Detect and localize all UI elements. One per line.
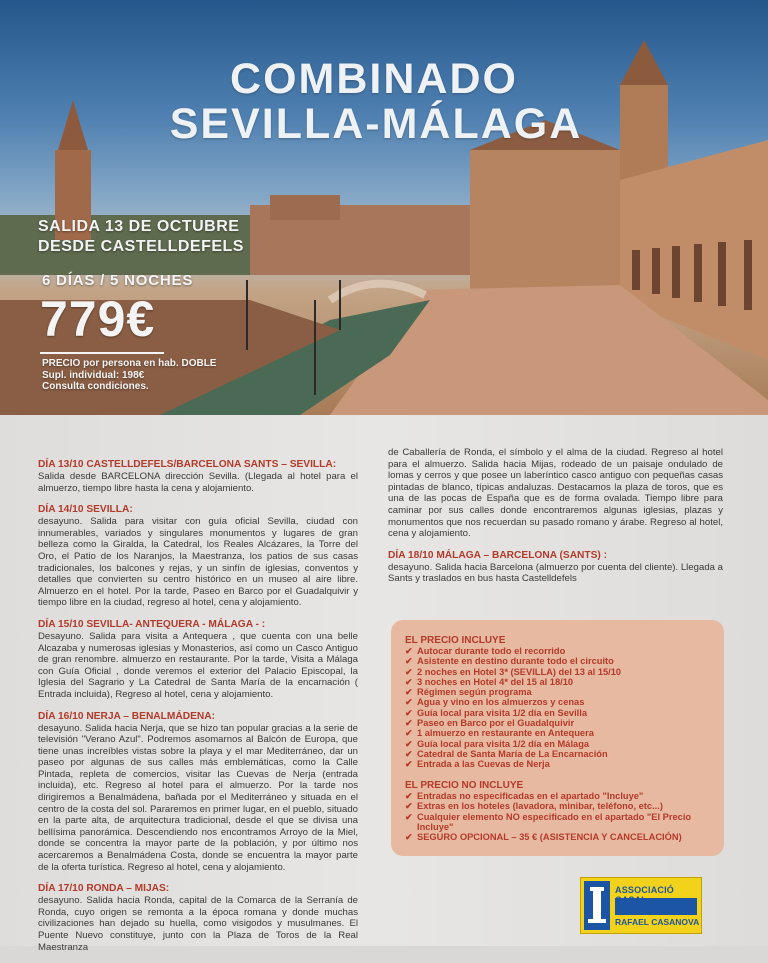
check-icon: ✔ [405, 759, 413, 770]
list-item: ✔ Entrada a las Cuevas de Nerja [405, 759, 550, 770]
day-title: DÍA 16/10 NERJA – BENALMÁDENA: [38, 710, 215, 722]
logo-blue-band [615, 898, 697, 915]
list-item: ✔ 2 noches en Hotel 3* (SEVILLA) del 13 al 15/10 [405, 666, 622, 677]
check-icon: ✔ [405, 676, 413, 687]
list-item: ✔ 3 noches en Hotel 4* del 15 al 18/10 [405, 676, 574, 687]
departure-date: SALIDA 13 DE OCTUBRE [38, 218, 240, 235]
check-icon: ✔ [405, 791, 413, 801]
duration-label: 6 DÍAS / 5 NOCHES [42, 272, 194, 289]
price-note-double: PRECIO por persona en hab. DOBLE [42, 358, 217, 369]
day-text: desayuno. Salida para visitar con guía oficial Sevilla, ciudad con innumerables, variados y singulares monumentos y lugares de gran belleza como la Giralda, la Catedral, los Reales Alcázares, la Torre del Oro, el Patio de los Naranjos, la Maestranza, los patios de sus casas tradicionales, los balcones y rejas, y un sinfín de iglesias, conventos y detalles que convierten su centro histórico en un museo al aire libre. Almuerzo en el hotel. Por la tarde, Paseo en Barco por el Guadalquivir y tiempo libre en la ciudad, regreso al hotel, cena y alojamiento. [38, 516, 358, 609]
logo-line-1: ASSOCIACIÓ [615, 885, 675, 895]
tower-emblem-icon [584, 881, 610, 930]
price-note-conditions: Consulta condiciones. [42, 381, 149, 392]
check-icon: ✔ [405, 801, 413, 812]
day-text: de Caballería de Ronda, el símbolo y el alma de la ciudad. Regreso al hotel para el almuerzo. Salida hacia Mijas, rodeado de un paisaje ondulado de lomas y cerros y que posee un laberíntico casco antiguo con pequeñas casas pintadas de blanco, típicas andaluzas. Destacamos la plaza de toros, que es una de las pocas de España que es de forma ovalada. Tiempo libre para caminar por sus calles donde encontraremos algunas iglesias, plazas y monumentos que nos recuerdan su pasado romano y árabe. Regreso al hotel, cena y alojamiento. [388, 447, 723, 540]
price-includes-block [405, 635, 621, 770]
day-title: DÍA 15/10 SEVILLA- ANTEQUERA - MÁLAGA - : [38, 618, 266, 630]
list-item: ✔ Catedral de Santa María de La Encarnación [405, 748, 608, 759]
check-icon: ✔ [405, 656, 413, 667]
list-item: ✔ SEGURO OPCIONAL – 35 € (ASISTENCIA Y CANCELACIÓN) [405, 832, 682, 843]
check-icon: ✔ [405, 748, 413, 759]
list-item: ✔ Agua y vino en los almuerzos y cenas [405, 697, 585, 708]
itinerary-day-5 [38, 883, 358, 953]
itinerary-right-column [388, 447, 723, 595]
itinerary-day-6 [388, 550, 723, 585]
day-title: DÍA 14/10 SEVILLA: [38, 504, 133, 516]
list-item: ✔ Guía local para visita 1/2 día en Sevilla [405, 707, 588, 718]
check-icon: ✔ [405, 832, 413, 843]
includes-list [405, 646, 621, 770]
check-icon: ✔ [405, 666, 413, 677]
day-title: DÍA 17/10 RONDA – MIJAS: [38, 883, 170, 895]
itinerary-day-3 [38, 619, 358, 701]
departure-place: DESDE CASTELLDEFELS [38, 238, 244, 255]
price-value: 779€ [40, 291, 156, 347]
excludes-title: EL PRECIO NO INCLUYE [405, 780, 524, 791]
casal-rafael-casanova-logo [580, 877, 702, 934]
day-text: Desayuno. Salida para visita a Antequera , que cuenta con una belle Alcazaba y numerosas iglesias y Monasterios, así como un Casco Antiguo de gran renombre. almuerzo en restaurante. Por la tarde, Visita a Málaga con Guía Oficial , donde veremos el exterior del Palacio Episcopal, la Iglesia del Sagrario y La Catedral de Santa María de la encarnación ( Entrada incluida), Regreso al hotel, cena y alojamiento. [38, 630, 358, 700]
list-item: ✔ Extras en los hoteles (lavadora, minibar, teléfono, etc...) [405, 801, 663, 812]
price-conditions-box [391, 620, 724, 856]
price-excludes-block [405, 780, 724, 842]
list-item: ✔ Autocar durante todo el recorrido [405, 646, 566, 656]
price-note-single-supplement: Supl. individual: 198€ [42, 370, 145, 381]
check-icon: ✔ [405, 646, 413, 656]
day-text: desayuno. Salida hacia Barcelona (almuerzo por cuenta del cliente). Llegada a Sants y traslados en bus hasta Castelldefels [388, 561, 723, 585]
check-icon: ✔ [405, 738, 413, 749]
list-item: ✔ Régimen según programa [405, 687, 532, 698]
day-title: DÍA 18/10 MÁLAGA – BARCELONA (SANTS) : [388, 549, 608, 561]
check-icon: ✔ [405, 697, 413, 708]
check-icon: ✔ [405, 687, 413, 698]
itinerary-day-4 [38, 711, 358, 874]
list-item: ✔ 1 almuerzo en restaurante en Antequera [405, 728, 594, 739]
list-item: ✔ Guía local para visita 1/2 día en Málaga [405, 738, 590, 749]
check-icon: ✔ [405, 811, 413, 822]
list-item: ✔ Cualquier elemento NO especificado en el apartado "El Precio Incluye" [405, 811, 692, 832]
check-icon: ✔ [405, 718, 413, 729]
itinerary-left-column [38, 459, 358, 963]
day-text: desayuno. Salida hacia Nerja, que se hizo tan popular gracias a la serie de televisión "Verano Azul". Podremos asomarnos al Balcón de Europa, que tiene unas increíbles vistas sobre la playa y el mar Mediterráneo, dar un paseo por algunas de sus calles más emblemáticas, como la Calle Pintada, repleta de comercios, visitar las Cuevas de Nerja (entrada incluida), etc. Regreso al hotel para el almuerzo. Por la tarde nos dirigiremos a Benalmádena, bañada por el Mediterráneo y situada en el centro de la costa del sol. Pararemos en primer lugar, en el pueblo, situado en la parte alta, de arquitectura tradicional, desde el que se divisa una bellísima panorámica. Descendiendo nos encontramos Arroyo de la Miel, donde se concentra la mayor parte de la población, y por último nos acercaremos a Benalmádena Costa, donde se encuentra la mayor parte de la oferta turística. Regreso al hotel, cena y alojamiento. [38, 722, 358, 873]
list-item: ✔ Entradas no especificadas en el apartado "Incluye" [405, 791, 644, 801]
itinerary-day-5-continued [388, 447, 723, 540]
day-title: DÍA 13/10 CASTELLDEFELS/BARCELONA SANTS – SEVILLA: [38, 459, 337, 470]
check-icon: ✔ [405, 728, 413, 739]
itinerary-day-2 [38, 504, 358, 609]
day-text: Salida desde BARCELONA dirección Sevilla. (Llegada al hotel para el almuerzo, tiempo libre hasta la cena y alojamiento. [38, 471, 358, 494]
logo-line-2: RAFAEL CASANOVA [615, 917, 700, 927]
title-line-2: SEVILLA-MÁLAGA [169, 100, 583, 148]
list-item: ✔ Paseo en Barco por el Guadalquivir [405, 718, 575, 729]
title-line-1: COMBINADO [230, 55, 518, 103]
list-item: ✔ Asistente en destino durante todo el circuito [405, 656, 614, 667]
hero-photo-plaza-de-espana [0, 0, 768, 415]
check-icon: ✔ [405, 707, 413, 718]
itinerary-day-1 [38, 459, 358, 494]
excludes-list [405, 791, 724, 842]
includes-title: EL PRECIO INCLUYE [405, 635, 506, 646]
day-text: desayuno. Salida hacia Ronda, capital de la Comarca de la Serranía de Ronda, cuyo origen se remonta a la época romana y donde muchas civilizaciones han dejado su huella, como visigodos y musulmanes. El Puente Nuevo constituye, junto con la Plaza de Toros de la Real Maestranza [38, 895, 358, 953]
price-underline [40, 352, 164, 354]
itinerary-section [0, 415, 768, 953]
